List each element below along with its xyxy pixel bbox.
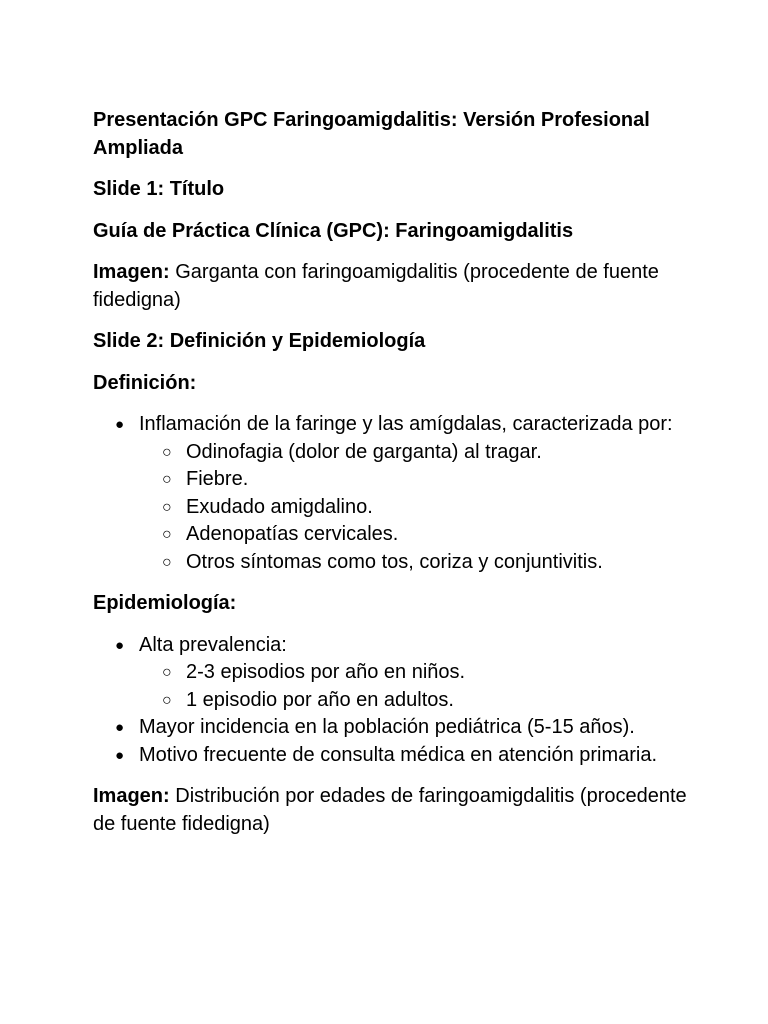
bullet-icon: ● (115, 719, 125, 736)
sub-list-item-text: Exudado amigdalino. (186, 495, 373, 518)
sub-list-item (139, 549, 693, 577)
sub-list-item-text: Otros síntomas como tos, coriza y conjuntivitis. (186, 550, 603, 573)
list-item-text: Alta prevalencia: (139, 633, 287, 656)
definition-list (93, 411, 693, 576)
sub-bullet-icon: ○ (162, 471, 172, 488)
definition-heading: Definición: (93, 371, 197, 394)
image-description: Distribución por edades de faringoamigdalitis (procedente de fuente fidedigna) (93, 785, 687, 835)
epidemiology-list (93, 632, 693, 770)
sub-bullet-icon: ○ (162, 553, 172, 571)
sub-list-item-text: Adenopatías cervicales. (186, 523, 399, 545)
slide1-image-note (93, 259, 693, 314)
sub-list-item-text: 1 episodio por año en adultos. (186, 688, 454, 711)
sub-list (139, 439, 693, 577)
sub-list-item-text: Odinofagia (dolor de garganta) al tragar. (186, 440, 542, 463)
sub-bullet-icon: ○ (162, 691, 172, 709)
slide1-heading: Slide 1: Título (93, 178, 225, 200)
sub-list-item (139, 466, 693, 494)
list-item-text: Motivo frecuente de consulta médica en atención primaria. (139, 743, 658, 766)
epidemiology-heading: Epidemiología: (93, 592, 237, 614)
sub-list (139, 659, 693, 714)
sub-list-item (139, 687, 693, 715)
sub-list-item (139, 521, 693, 549)
sub-bullet-icon: ○ (162, 498, 172, 516)
slide2-heading: Slide 2: Definición y Epidemiología (93, 330, 426, 352)
list-item (93, 411, 693, 576)
image-label: Imagen: (93, 785, 170, 807)
sub-bullet-icon: ○ (162, 443, 172, 461)
list-item (93, 632, 693, 715)
sub-bullet-icon: ○ (162, 526, 172, 543)
bullet-icon: ● (115, 416, 125, 433)
bullet-icon: ● (115, 636, 125, 654)
sub-list-item-text: Fiebre. (186, 468, 249, 490)
slide2-image-note (93, 783, 693, 838)
sub-list-item (139, 439, 693, 467)
sub-list-item (139, 494, 693, 522)
slide1-subtitle: Guía de Práctica Clínica (GPC): Faringoamigdalitis (93, 219, 574, 242)
list-item (93, 742, 693, 770)
image-description: Garganta con faringoamigdalitis (procedente de fuente fidedigna) (93, 261, 659, 311)
list-item-text: Inflamación de la faringe y las amígdalas, caracterizada por: (139, 413, 673, 435)
list-item (93, 714, 693, 742)
sub-list-item-text: 2-3 episodios por año en niños. (186, 661, 466, 683)
sub-bullet-icon: ○ (162, 664, 172, 681)
document-title: Presentación GPC Faringoamigdalitis: Versión Profesional Ampliada (93, 109, 650, 159)
image-label: Imagen: (93, 261, 170, 283)
document-page (93, 107, 693, 852)
sub-list-item (139, 659, 693, 687)
bullet-icon: ● (115, 746, 125, 764)
list-item-text: Mayor incidencia en la población pediátrica (5-15 años). (139, 716, 635, 738)
